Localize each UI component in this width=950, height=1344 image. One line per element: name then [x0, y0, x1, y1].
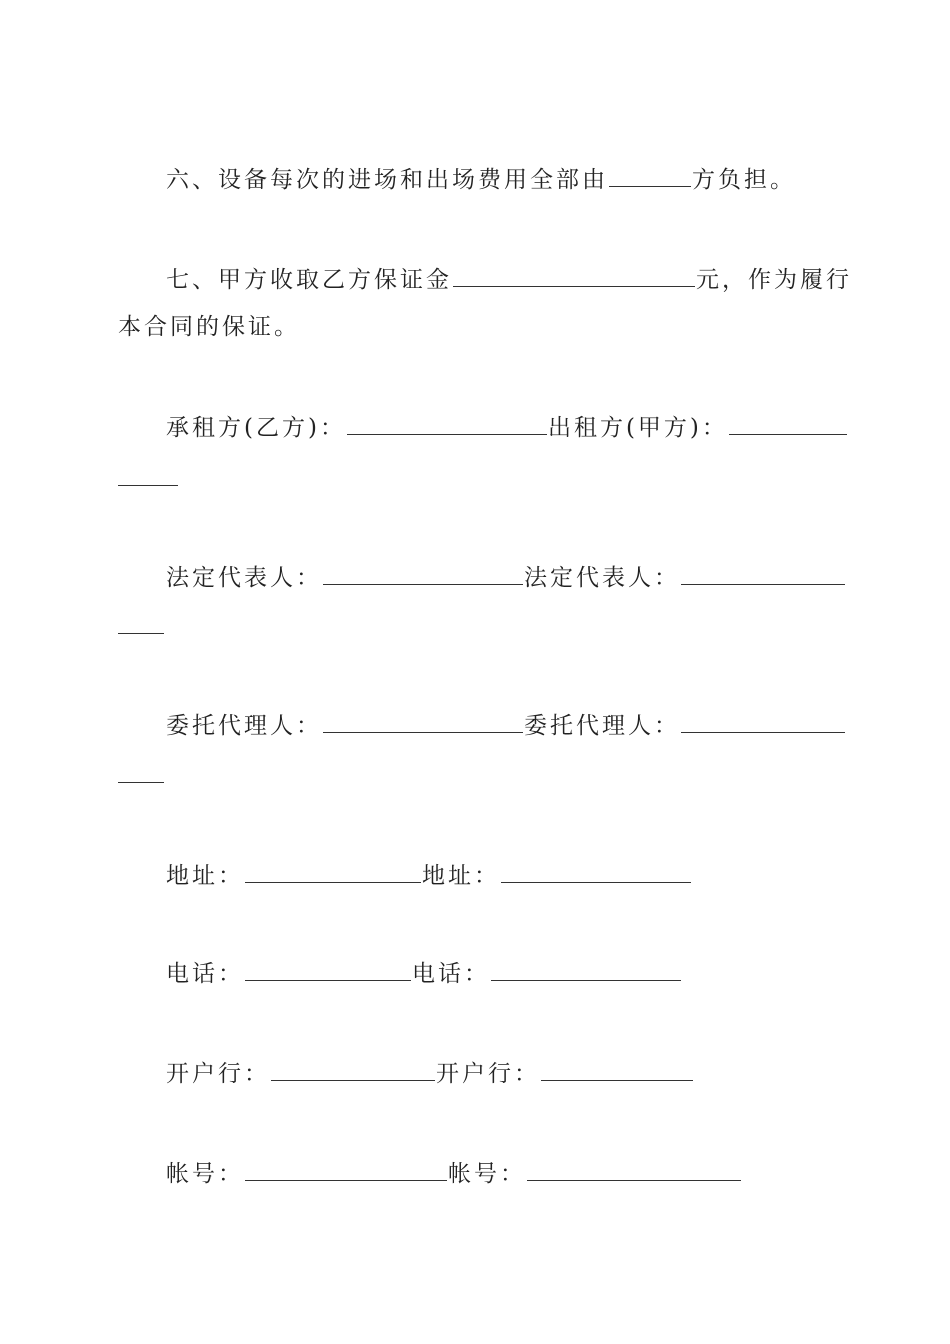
legal-rep-left-blank [323, 562, 523, 585]
clause-seven-continued [118, 312, 300, 342]
lessee-label: 承租方(乙方)： [166, 415, 346, 441]
clause-six-text-end: 方负担。 [692, 167, 796, 193]
account-right-blank [527, 1158, 741, 1181]
clause-six-party-blank [609, 164, 691, 187]
party-row [166, 412, 848, 443]
lessor-blank-wrap [118, 484, 178, 486]
bank-right-blank [541, 1058, 693, 1081]
clause-seven-text-end: 元，作为履行 [696, 267, 852, 293]
agent-right-label: 委托代理人： [524, 713, 680, 739]
phone-right-label: 电话： [412, 961, 490, 987]
agent-right-blank [681, 710, 845, 733]
account-right-label: 帐号： [448, 1161, 526, 1187]
bank-left-blank [271, 1058, 435, 1081]
lessor-label: 出租方(甲方)： [547, 415, 728, 441]
clause-six-text: 六、设备每次的进场和出场费用全部由 [166, 167, 608, 193]
legal-rep-row [166, 562, 846, 593]
clause-seven [166, 264, 852, 295]
clause-seven-line2: 本合同的保证。 [118, 314, 300, 340]
agent-left-label: 委托代理人： [166, 713, 322, 739]
lessor-blank [729, 412, 847, 435]
agent-left-blank [323, 710, 523, 733]
address-right-blank [501, 860, 691, 883]
address-left-label: 地址： [166, 863, 244, 889]
lessee-blank [347, 412, 547, 435]
phone-left-blank [245, 958, 411, 981]
account-left-blank [245, 1158, 447, 1181]
legal-rep-right-blank [681, 562, 845, 585]
bank-right-label: 开户行： [436, 1061, 540, 1087]
clause-six [166, 164, 796, 195]
account-row [166, 1158, 742, 1189]
address-right-label: 地址： [422, 863, 500, 889]
address-left-blank [245, 860, 421, 883]
deposit-amount-blank [453, 264, 695, 287]
legal-rep-left-label: 法定代表人： [166, 565, 322, 591]
legal-rep-right-label: 法定代表人： [524, 565, 680, 591]
clause-seven-text: 七、甲方收取乙方保证金 [166, 267, 452, 293]
agent-row [166, 710, 846, 741]
legal-rep-blank-wrap [118, 632, 164, 634]
bank-left-label: 开户行： [166, 1061, 270, 1087]
account-left-label: 帐号： [166, 1161, 244, 1187]
phone-left-label: 电话： [166, 961, 244, 987]
address-row [166, 860, 692, 891]
phone-row [166, 958, 682, 989]
phone-right-blank [491, 958, 681, 981]
bank-row [166, 1058, 694, 1089]
agent-blank-wrap [118, 781, 164, 783]
